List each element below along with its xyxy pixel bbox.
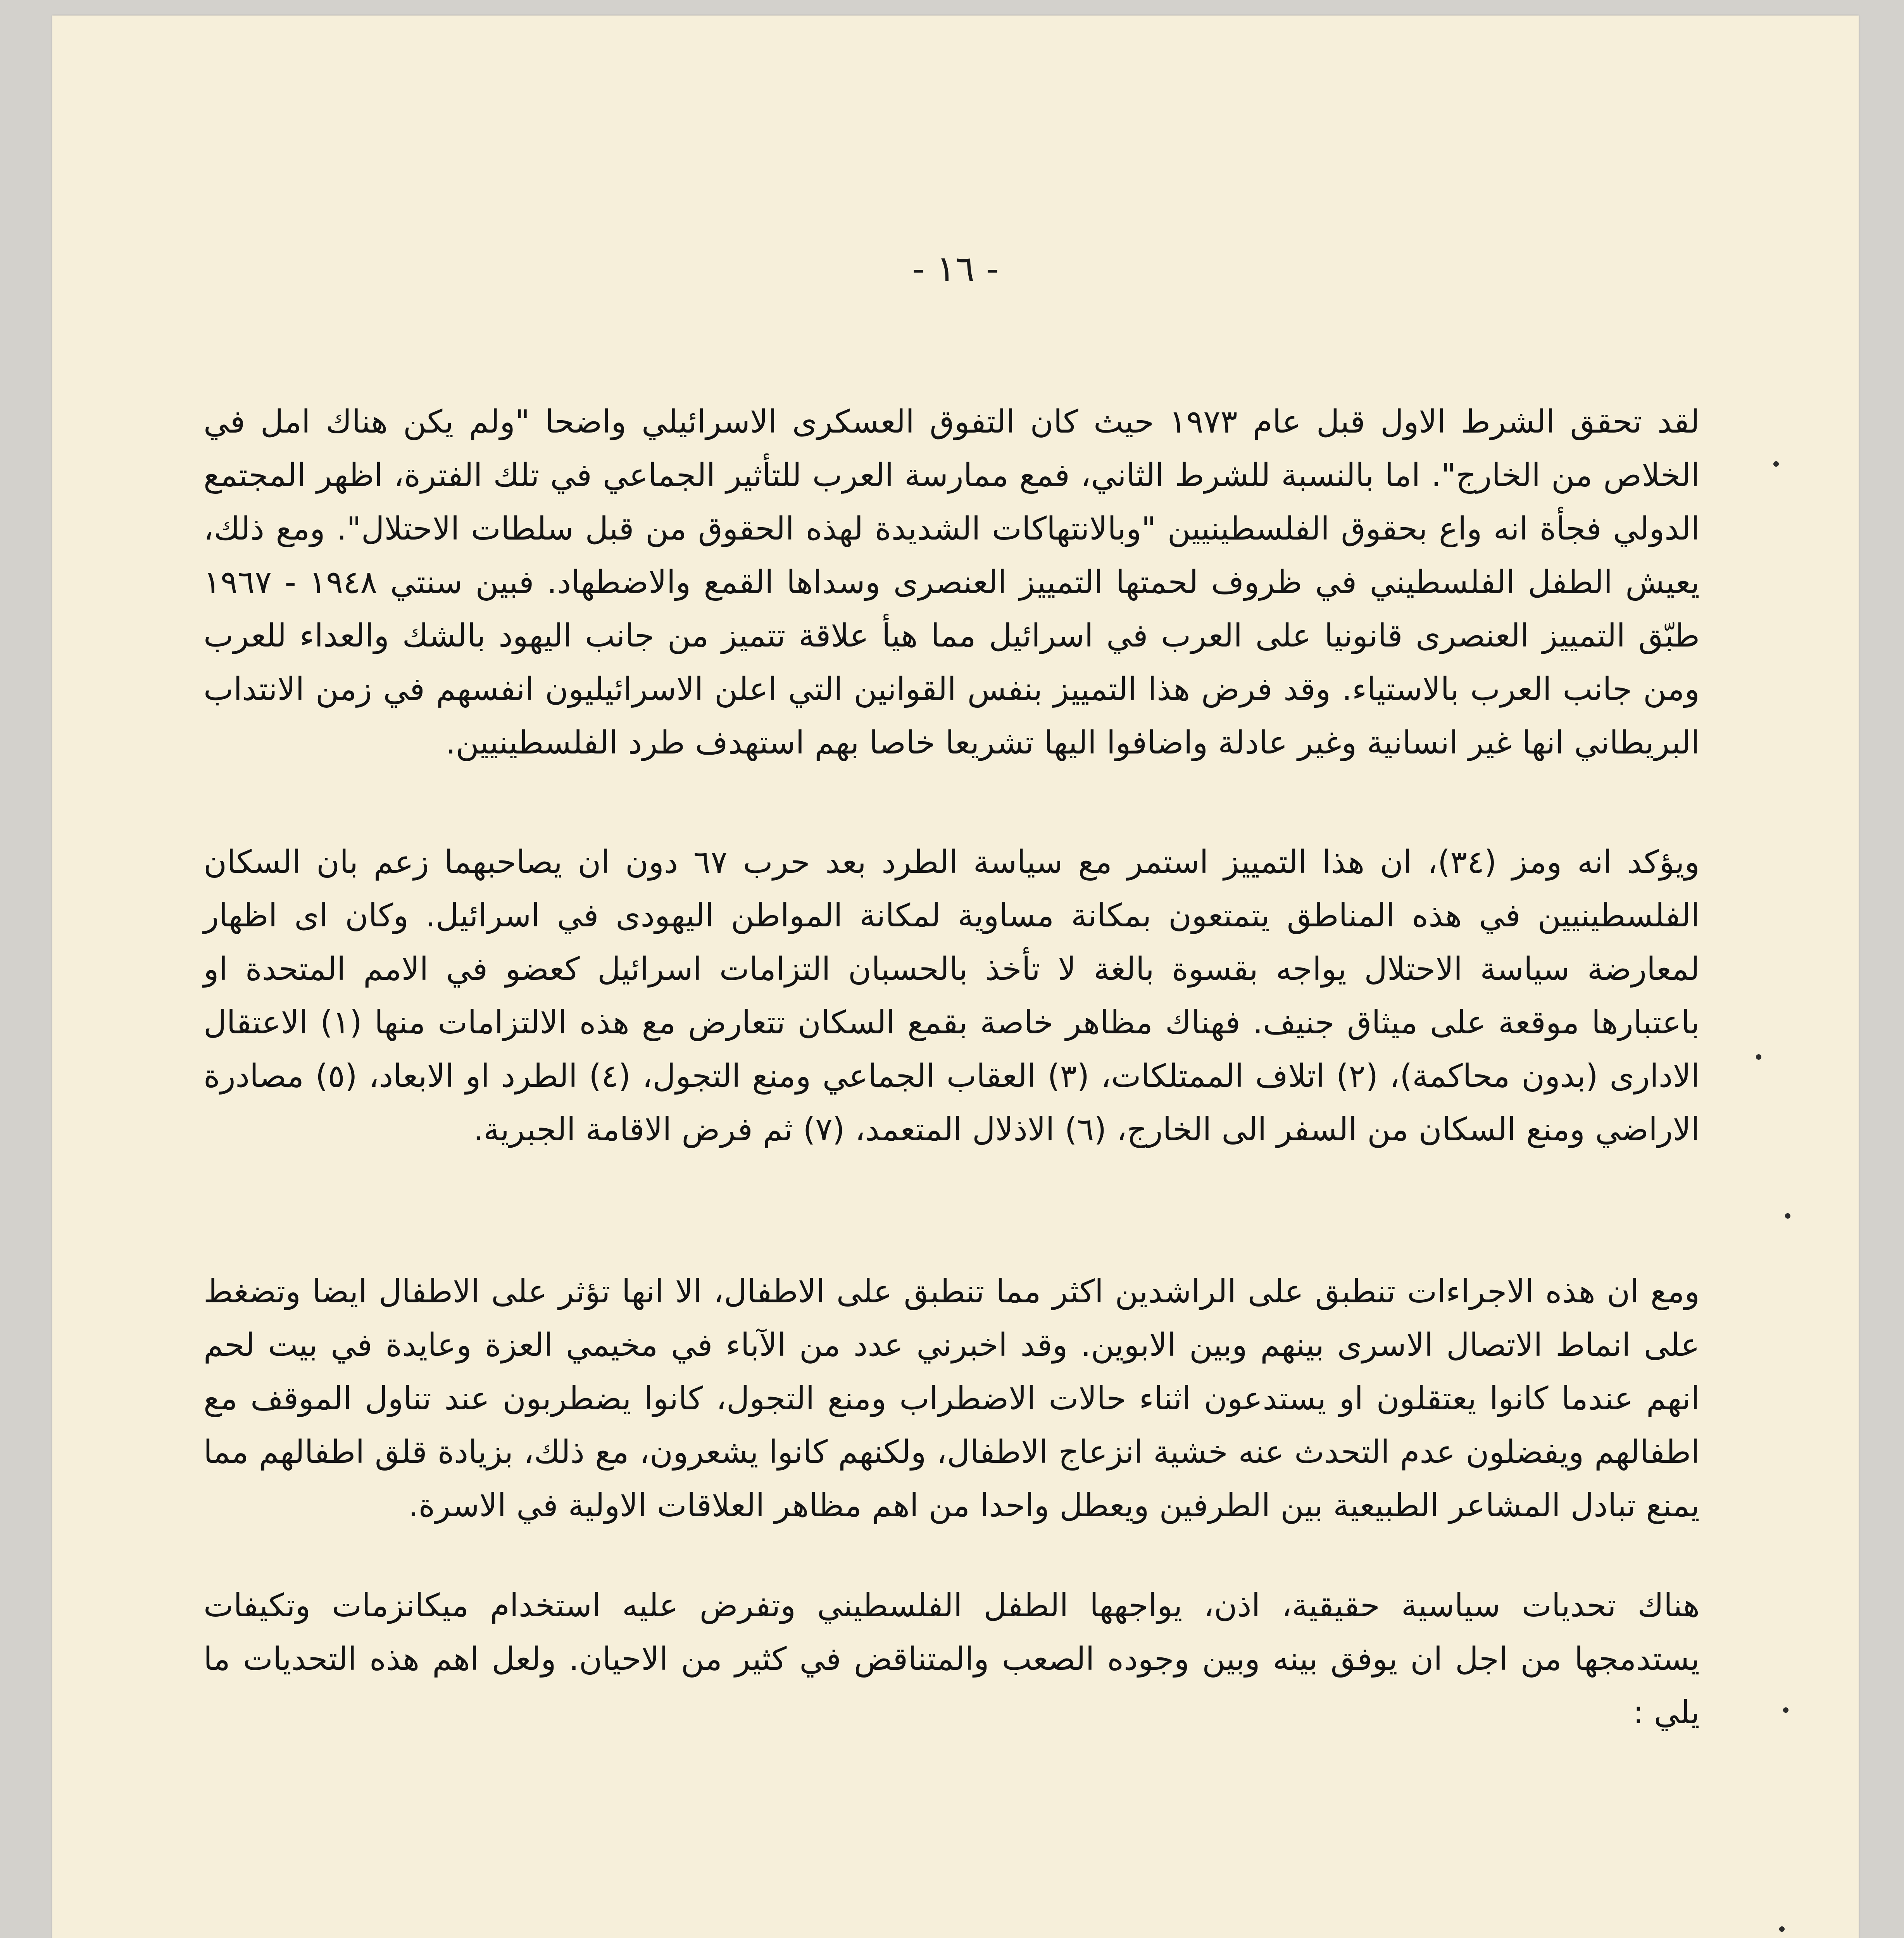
paragraph-2: ويؤكد انه ومز (٣٤)، ان هذا التمييز استمر مع سياسة الطرد بعد حرب ٦٧ دون ان يصاحبهما زعم بان السكان الفلسطينيين في هذه المناطق يتمتعون بمكانة مساوية لمكانة المواطن اليهودى في اسرائيل. وكان اى اظهار لمعارضة سياسة الاحتلال يواجه بقسوة بالغة لا تأخذ بالحسبان التزامات اسرائيل كعضو في الامم المتحدة او باعتبارها موقعة على ميثاق جنيف. فهناك مظاهر خاصة بقمع السكان تتعارض مع هذه الالتزامات منها (١) الاعتقال الادارى (بدون محاكمة)، (٢) اتلاف الممتلكات، (٣) العقاب الجماعي ومنع التجول، (٤) الطرد او الابعاد، (٥) مصادرة الاراضي ومنع السكان من السفر الى الخارج، (٦) الاذلال المتعمد، (٧) ثم فرض الاقامة الجبرية. <box>204 844 1700 1148</box>
margin-mark <box>1779 1926 1785 1932</box>
margin-mark <box>1773 461 1779 467</box>
paragraph-4: هناك تحديات سياسية حقيقية، اذن، يواجهها الطفل الفلسطيني وتفرض عليه استخدام ميكانزمات وتكيفات يستدمجها من اجل ان يوفق بينه وبين وجوده الصعب والمتناقض في كثير من الاحيان. ولعل اهم هذه التحديات ما يلي : <box>204 1587 1700 1731</box>
paragraph-1: لقد تحقق الشرط الاول قبل عام ١٩٧٣ حيث كان التفوق العسكرى الاسرائيلي واضحا "ولم يكن هناك امل في الخلاص من الخارج". اما بالنسبة للشرط الثاني، فمع ممارسة العرب للتأثير الجماعي في تلك الفترة، اظهر المجتمع الدولي فجأة انه واع بحقوق الفلسطينيين "وبالانتهاكات الشديدة لهذه الحقوق من قبل سلطات الاحتلال". ومع ذلك، يعيش الطفل الفلسطيني في ظروف لحمتها التمييز العنصرى وسداها القمع والاضطهاد. فبين سنتي ١٩٤٨ - ١٩٦٧ طبّق التمييز العنصرى قانونيا على العرب في اسرائيل مما هيأ علاقة تتميز من جانب اليهود بالشك والعداء للعرب ومن جانب العرب بالاستياء. وقد فرض هذا التمييز بنفس القوانين التي اعلن الاسرائيليون انفسهم في زمن الانتداب البريطاني انها غير انسانية وغير عادلة واضافوا اليها تشريعا خاصا بهم استهدف طرد الفلسطينيين. <box>204 403 1700 761</box>
body-text <box>204 395 1700 1740</box>
paragraph-3: ومع ان هذه الاجراءات تنطبق على الراشدين اكثر مما تنطبق على الاطفال، الا انها تؤثر على الاطفال ايضا وتضغط على انماط الاتصال الاسرى بينهم وبين الابوين. وقد اخبرني عدد من الآباء في مخيمي العزة وعايدة في بيت لحم انهم عندما كانوا يعتقلون او يستدعون اثناء حالات الاضطراب ومنع التجول، كانوا يضطربون عند تناول الموقف مع اطفالهم ويفضلون عدم التحدث عنه خشية انزعاج الاطفال، ولكنهم كانوا يشعرون، مع ذلك، بزيادة قلق اطفالهم مما يمنع تبادل المشاعر الطبيعية بين الطرفين ويعطل واحدا من اهم مظاهر العلاقات الاولية في الاسرة. <box>204 1273 1700 1524</box>
margin-mark <box>1785 1213 1790 1219</box>
margin-mark <box>1783 1707 1788 1713</box>
margin-mark <box>1756 1054 1761 1060</box>
page-number: - ١٦ - <box>912 248 999 290</box>
document-page <box>52 16 1859 1938</box>
